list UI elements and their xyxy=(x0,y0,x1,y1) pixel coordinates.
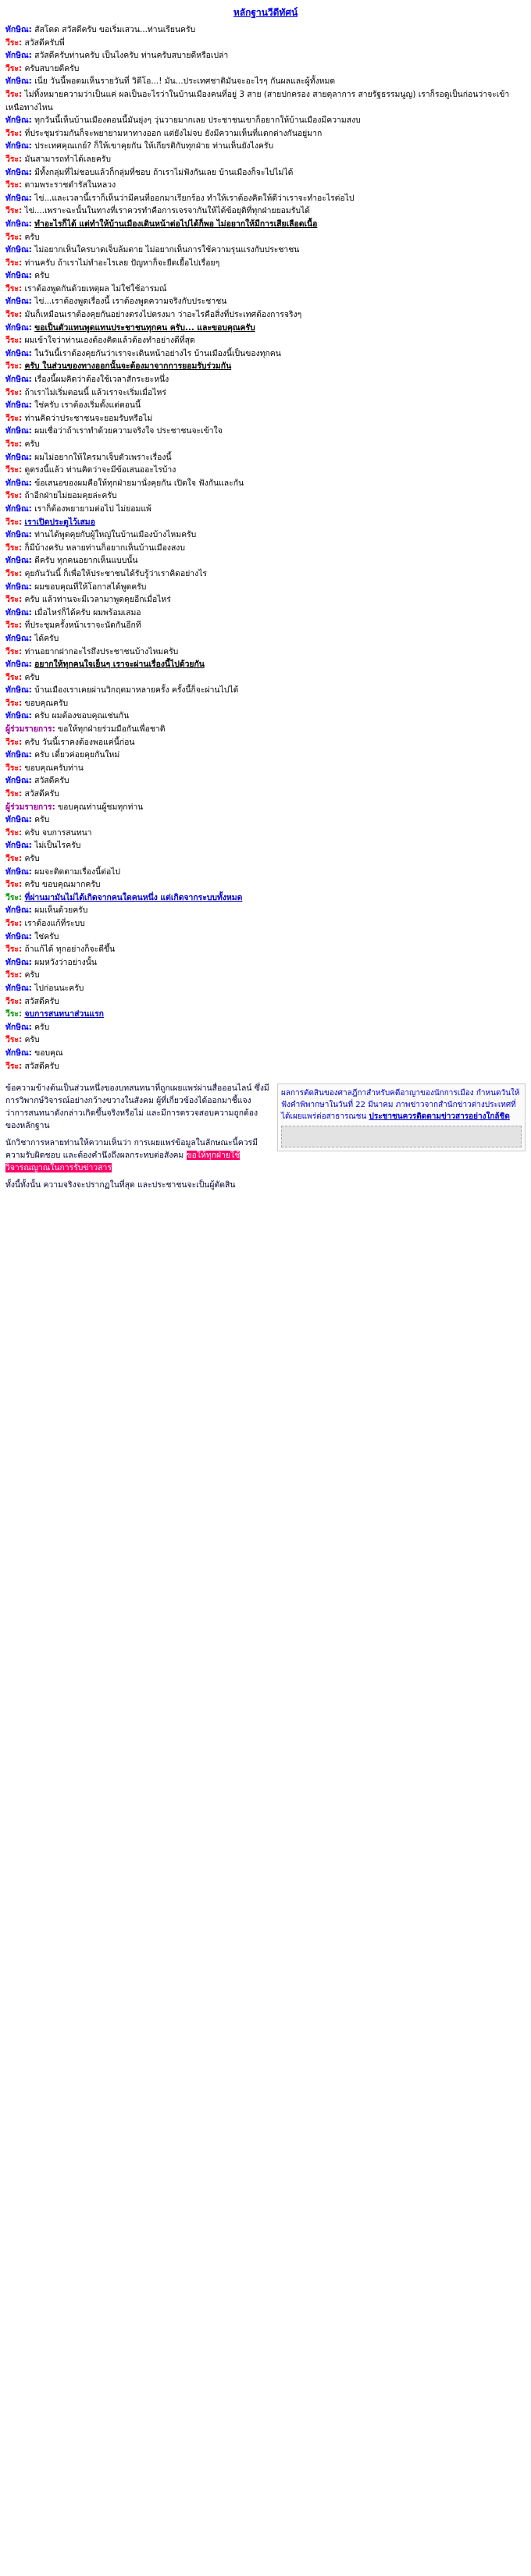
dialogue-line xyxy=(5,982,526,995)
line-text: ดูตรงนี้แล้ว ท่านคิดว่าจะมีข้อเสนออะไรบ้าง xyxy=(24,465,176,475)
dialogue-line xyxy=(5,762,526,775)
speaker-label: ทักษิณ: xyxy=(5,25,32,34)
line-text: ขอบคุณ xyxy=(34,1048,63,1058)
dialogue-line xyxy=(5,464,526,477)
dialogue-line xyxy=(5,477,526,490)
dialogue-line xyxy=(5,231,526,244)
dialogue-line xyxy=(5,1047,526,1060)
line-text: ใช่ครับ เราต้องเริ่มตั้งแต่ตอนนี้ xyxy=(34,400,141,411)
speaker-label: วีระ: xyxy=(5,517,23,527)
speaker-label: ทักษิณ: xyxy=(5,957,32,967)
speaker-label: ทักษิณ: xyxy=(5,219,32,229)
speaker-label: วีระ: xyxy=(5,1035,23,1045)
dialogue-line xyxy=(5,827,526,840)
speaker-label: ทักษิณ: xyxy=(5,607,32,617)
speaker-label: วีระ: xyxy=(5,737,23,747)
dialogue-line xyxy=(5,568,526,581)
dialogue-line xyxy=(5,451,526,464)
speaker-label: วีระ: xyxy=(5,336,23,346)
line-text: ครับ xyxy=(24,439,40,449)
dialogue-line xyxy=(5,723,526,736)
speaker-label: ทักษิณ: xyxy=(5,711,32,721)
dialogue-line xyxy=(5,75,526,88)
dialogue-line xyxy=(5,192,526,205)
speaker-label: ทักษิณ: xyxy=(5,633,32,643)
line-text: ก็มีบ้างครับ หลายท่านก็อยากเห็นบ้านเมืองสงบ xyxy=(24,543,185,553)
ad-box[interactable] xyxy=(277,1083,526,1151)
speaker-label: ทักษิณ: xyxy=(5,1022,32,1032)
speaker-label: วีระ: xyxy=(5,970,23,980)
line-text: สวัสดีครับพี่ xyxy=(24,37,65,48)
dialogue-line xyxy=(5,943,526,956)
speaker-label: วีระ: xyxy=(5,568,23,578)
speaker-label: ทักษิณ: xyxy=(5,116,32,126)
speaker-label: ทักษิณ: xyxy=(5,375,32,385)
line-text: สัสโดด สวัสดีครับ ขอเริ่มเสวน...ท่านเรียนครับ xyxy=(34,25,196,34)
line-text: คุยกันวันนี้ ก็เพื่อให้ประชาชนได้รับรู้ว่าเราคิดอย่างไร xyxy=(24,568,208,578)
line-text: ทำอะไรก็ได้ แต่ทำให้บ้านเมืองเดินหน้าต่อไปได้ก็พอ ไม่อยากให้มีการเสียเลือดเนื้อ xyxy=(34,219,318,229)
speaker-label: วีระ: xyxy=(5,180,23,190)
speaker-label: วีระ: xyxy=(5,206,23,216)
dialogue-line xyxy=(5,62,526,76)
line-text: ในวันนี้เราต้องคุยกันว่าเราจะเดินหน้าอย่างไร บ้านเมืองนี้เป็นของทุกคน xyxy=(34,348,281,358)
line-text: ครับ xyxy=(24,672,40,682)
dialogue-line xyxy=(5,1008,526,1021)
line-text: สวัสดีครับ xyxy=(24,1061,59,1071)
speaker-label: ทักษิณ: xyxy=(5,322,32,333)
dialogue-line xyxy=(5,788,526,801)
speaker-label: วีระ: xyxy=(5,763,23,773)
speaker-label: ทักษิณ: xyxy=(5,452,32,462)
line-text: ขอบคุณท่านผู้ชมทุกท่าน xyxy=(58,802,144,812)
line-text: ไม่ทิ้งหมายความว่าเป็นแค่ ผลเป็นอะไรว่าในบ้านเมืองคนที่อยู่ 3 สาย (สายปกครอง สายตุลาการ สายรัฐธรรมนูญ) เราก็รอดูเป็นก่อนว่าจะเข้าเหนือทางไหน xyxy=(5,89,510,112)
line-text: เรื่องนี้ผมคิดว่าต้องใช้เวลาสักระยะหนึ่ง xyxy=(34,375,169,385)
dialogue-line xyxy=(5,554,526,568)
dialogue-line xyxy=(5,969,526,982)
speaker-label: วีระ: xyxy=(5,413,23,423)
dialogue-line xyxy=(5,542,526,555)
dialogue-line xyxy=(5,801,526,814)
line-text: ถ้าแก้ได้ ทุกอย่างก็จะดีขึ้น xyxy=(24,945,116,955)
dialogue-line xyxy=(5,593,526,607)
line-text: ผมเห็นด้วยครับ xyxy=(34,906,88,916)
line-text: เราก็ต้องพยายามต่อไป ไม่ยอมแพ้ xyxy=(34,503,151,514)
speaker-label: วีระ: xyxy=(5,543,23,553)
line-text: ดีครับ ทุกคนอยากเห็นแบบนั้น xyxy=(34,556,138,566)
line-text: ครับ xyxy=(34,1022,50,1032)
dialogue-line xyxy=(5,607,526,620)
dialogue-line xyxy=(5,114,526,127)
dialogue-line xyxy=(5,322,526,335)
dialogue-line xyxy=(5,956,526,970)
speaker-label: วีระ: xyxy=(5,89,23,99)
line-text: ได้ครับ xyxy=(34,633,59,643)
dialogue-line xyxy=(5,866,526,879)
line-text: ท่านอยากฝากอะไรถึงประชาชนบ้างไหมครับ xyxy=(24,646,179,656)
line-text: ข้อเสนอของผมคือให้ทุกฝ่ายมานั่งคุยกัน เปิดใจ ฟังกันและกัน xyxy=(34,478,244,488)
dialogue-line xyxy=(5,140,526,153)
speaker-label: ทักษิณ: xyxy=(5,348,32,358)
line-text: ครับ xyxy=(24,1035,40,1045)
dialogue-line xyxy=(5,710,526,723)
speaker-label: วีระ: xyxy=(5,854,23,863)
line-text: ครับสบายดีครับ xyxy=(24,63,80,73)
speaker-label: ผู้ร่วมรายการ: xyxy=(5,724,55,735)
line-text: ใช่ครับ xyxy=(34,931,59,941)
speaker-label: วีระ: xyxy=(5,880,23,890)
line-text: ขอเป็นตัวแทนพูดแทนประชาชนทุกคน ครับ... และขอบคุณครับ xyxy=(34,322,255,333)
dialogue-line xyxy=(5,218,526,231)
dialogue-line xyxy=(5,257,526,270)
speaker-label: ทักษิณ: xyxy=(5,51,32,61)
speaker-label: วีระ: xyxy=(5,918,23,928)
line-text: ตามพระราชดำรัสในหลวง xyxy=(24,180,116,190)
speaker-label: ทักษิณ: xyxy=(5,141,32,151)
line-text: ท่านครับ ถ้าเราไม่ทำอะไรเลย ปัญหาก็จะยืดเยื้อไปเรื่อยๆ xyxy=(24,258,220,268)
line-text: ผมขอบคุณที่ให้โอกาสได้พูดครับ xyxy=(34,582,147,592)
line-text: ถ้าเราไม่เริ่มตอนนี้ แล้วเราจะเริ่มเมื่อไหร่ xyxy=(24,387,166,397)
line-text: ครับ xyxy=(24,970,40,980)
line-text: เนี่ย วันนี้พอดมเห็นรายวันที่ วิดีโอ...! มัน...ประเทศชาติมันจะอะไรๆ กันผลและผู้ทั้งหมด xyxy=(34,76,336,87)
dialogue-line xyxy=(5,878,526,891)
speaker-label: ทักษิณ: xyxy=(5,530,32,540)
line-text: ผมเชื่อว่าถ้าเราทำด้วยความจริงใจ ประชาชนจะเข้าใจ xyxy=(34,426,223,436)
dialogue-line xyxy=(5,1034,526,1047)
dialogue-line xyxy=(5,205,526,218)
dialogue-line xyxy=(5,373,526,386)
line-text: ผมเข้าใจว่าท่านเองต้องคิดแล้วต้องทำอย่างดีที่สุด xyxy=(24,336,195,346)
dialogue-line xyxy=(5,503,526,516)
dialogue-line xyxy=(5,917,526,930)
speaker-label: วีระ: xyxy=(5,996,23,1006)
line-text: ประเทศคุณเกย์? ก็ให้เขาคุยกัน ให้เกียรติกับทุกฝ่าย ท่านเห็นยังไงครับ xyxy=(34,141,274,151)
speaker-label: ทักษิณ: xyxy=(5,841,32,851)
line-text: ไม่อยากเห็นใครบาดเจ็บล้มตาย ไม่อยากเห็นการใช้ความรุนแรงกับประชาชน xyxy=(34,245,300,255)
speaker-label: ทักษิณ: xyxy=(5,983,32,993)
line-text: เราต้องแก้ที่ระบบ xyxy=(24,918,85,928)
dialogue-line xyxy=(5,1060,526,1073)
line-text: สวัสดีครับ xyxy=(24,996,59,1006)
dialogue-line xyxy=(5,166,526,180)
line-text: มีทั้งกลุ่มที่ไม่ชอบแล้วก็กลุ่มที่ชอบ ถ้าเราไม่ฟังกันเลย บ้านเมืองก็จะไปไม่ได้ xyxy=(34,167,294,177)
line-text: ผมไม่อยากให้ใครมาเจ็บตัวเพราะเรื่องนี้ xyxy=(34,452,172,462)
dialogue-line xyxy=(5,581,526,594)
speaker-label: วีระ: xyxy=(5,698,23,708)
speaker-label: วีระ: xyxy=(5,672,23,682)
dialogue-line xyxy=(5,995,526,1009)
line-text: ผมหวังว่าอย่างนั้น xyxy=(34,957,97,967)
speaker-label: ทักษิณ: xyxy=(5,906,32,916)
speaker-label: วีระ: xyxy=(5,283,23,294)
dialogue-line xyxy=(5,930,526,944)
speaker-label: วีระ: xyxy=(5,945,23,955)
line-text: ที่ประชุมร่วมกันก็จะพยายามหาทางออก แต่ยังไม่จบ ยังมีความเห็นที่แตกต่างกันอยู่มาก xyxy=(24,128,323,138)
speaker-label: ทักษิณ: xyxy=(5,478,32,488)
speaker-label: ทักษิณ: xyxy=(5,556,32,566)
speaker-label: ทักษิณ: xyxy=(5,582,32,592)
line-text: ท่านได้พูดคุยกับผู้ใหญ่ในบ้านเมืองบ้างไหมครับ xyxy=(34,530,197,540)
line-text: ท่านคิดว่าประชาชนจะยอมรับหรือไม่ xyxy=(24,413,153,423)
dialogue-line xyxy=(5,334,526,347)
speaker-label: วีระ: xyxy=(5,37,23,48)
ad-body: ผลการตัดสินของศาลฎีกาสำหรับคดีอาญาของนักการเมือง กำหนดวันให้ฟังคำพิพากษาในวันที่ 22 มีนาคม ภาพข่าวจากสำนักข่าวต่างประเทศที่ได้เผยแพร่ต่อสาธารณชน xyxy=(281,1089,520,1122)
dialogue-line xyxy=(5,697,526,710)
line-text: ครับ แล้วท่านจะมีเวลามาพูดคุยอีกเมื่อไหร่ xyxy=(24,595,171,605)
ad-image xyxy=(281,1126,522,1147)
speaker-label: วีระ: xyxy=(5,621,23,631)
speaker-label: ทักษิณ: xyxy=(5,193,32,203)
article-paragraph-1: ข้อความข้างต้นเป็นส่วนหนึ่งของบทสนทนาที่ถูกเผยแพร่ผ่านสื่อออนไลน์ ซึ่งมีการวิพากษ์วิจารณ์อย่างกว้างขวางในสังคม ผู้ที่เกี่ยวข้องได้ออกมาชี้แจงว่าการสนทนาดังกล่าวเกิดขึ้นจริงหรือไม่ และมีการตรวจสอบความถูกต้องของหลักฐาน xyxy=(5,1083,269,1131)
speaker-label: ทักษิณ: xyxy=(5,426,32,436)
line-text: ครับ xyxy=(34,815,50,825)
speaker-label: ทักษิณ: xyxy=(5,76,32,87)
speaker-label: วีระ: xyxy=(5,1061,23,1071)
line-text: ที่ประชุมครั้งหน้าเราจะนัดกันอีกที xyxy=(24,621,141,631)
line-text: ครับ xyxy=(24,854,40,863)
speaker-label: วีระ: xyxy=(5,154,23,164)
dialogue-line xyxy=(5,295,526,308)
line-text: มันสามารถทำได้เลยครับ xyxy=(24,154,111,164)
dialogue-line xyxy=(5,632,526,646)
dialogue-line xyxy=(5,904,526,917)
line-text: ครับ xyxy=(24,232,40,242)
speaker-label: ทักษิณ: xyxy=(5,400,32,411)
speaker-label: ทักษิณ: xyxy=(5,1048,32,1058)
speaker-label: ทักษิณ: xyxy=(5,750,32,760)
speaker-label: วีระ: xyxy=(5,827,23,838)
dialogue-line xyxy=(5,749,526,762)
page xyxy=(0,0,531,1204)
dialogue-line xyxy=(5,528,526,542)
dialogue-line xyxy=(5,619,526,632)
line-text: ครับ ขอบคุณมากครับ xyxy=(24,880,101,890)
dialogue-line xyxy=(5,813,526,827)
line-text: เมื่อไหร่ก็ได้ครับ ผมพร้อมเสมอ xyxy=(34,607,141,617)
dialogue-line xyxy=(5,516,526,529)
article-paragraph-3: ทั้งนี้ทั้งนั้น ความจริงจะปรากฏในที่สุด และประชาชนจะเป็นผู้ตัดสิน xyxy=(5,1180,236,1190)
dialogue-line xyxy=(5,37,526,50)
line-text: ครับ ผมต้องขอบคุณเช่นกัน xyxy=(34,711,130,721)
speaker-label: ทักษิณ: xyxy=(5,297,32,307)
speaker-label: วีระ: xyxy=(5,232,23,242)
dialogue-line xyxy=(5,23,526,37)
speaker-label: วีระ: xyxy=(5,439,23,449)
line-text: ถ้าอีกฝ่ายไม่ยอมคุยล่ะครับ xyxy=(24,491,117,501)
ad-text xyxy=(281,1087,522,1123)
dialogue-line xyxy=(5,489,526,503)
dialogue-line xyxy=(5,684,526,697)
line-text: จบการสนทนาส่วนแรก xyxy=(24,1009,104,1019)
speaker-label: ทักษิณ: xyxy=(5,245,32,255)
speaker-label: วีระ: xyxy=(5,310,23,320)
dialogue-line xyxy=(5,269,526,283)
speaker-label: วีระ: xyxy=(5,646,23,656)
dialogue-line xyxy=(5,646,526,659)
line-text: ครับ ในส่วนของทางออกนั้นจะต้องมาจากการยอมรับร่วมกัน xyxy=(24,361,232,372)
speaker-label: วีระ: xyxy=(5,387,23,397)
speaker-label: วีระ: xyxy=(5,491,23,501)
line-text: ครับ จบการสนทนา xyxy=(24,827,92,838)
dialogue-line xyxy=(5,412,526,425)
dialogue-line xyxy=(5,179,526,192)
dialogue-line xyxy=(5,839,526,852)
line-text: ไม่เป็นไรครับ xyxy=(34,841,81,851)
ad-strong: ประชาชนควรติดตามข่าวสารอย่างใกล้ชิด xyxy=(369,1112,510,1122)
speaker-label: วีระ: xyxy=(5,789,23,799)
dialogue-line xyxy=(5,774,526,788)
dialogue-line xyxy=(5,49,526,62)
speaker-label: ทักษิณ: xyxy=(5,167,32,177)
line-text: ขอบคุณครับท่าน xyxy=(24,763,84,773)
line-text: ครับ วันนี้เราคงต้องพอแค่นี้ก่อน xyxy=(24,737,135,747)
dialogue-line xyxy=(5,153,526,166)
dialogue-transcript xyxy=(5,23,526,1073)
dialogue-line xyxy=(5,671,526,685)
line-text: ไข่...และเวลานี้เราก็เห็นว่ามีคนที่ออกมาเรียกร้อง ทำให้เราต้องคิดให้ดีว่าเราจะทำอะไรต่อไป xyxy=(34,193,355,203)
dialogue-line xyxy=(5,736,526,749)
dialogue-line xyxy=(5,88,526,114)
dialogue-line xyxy=(5,425,526,438)
line-text: ขอบคุณครับ xyxy=(24,698,69,708)
speaker-label: วีระ: xyxy=(5,361,23,372)
speaker-label: ทักษิณ: xyxy=(5,931,32,941)
line-text: ครับ xyxy=(34,271,50,281)
speaker-label: วีระ: xyxy=(5,1009,23,1019)
line-text: ขอให้ทุกฝ่ายร่วมมือกันเพื่อชาติ xyxy=(58,724,166,735)
article-highlight: ขอให้ทุกฝ่ายใช้วิจารณญาณในการรับข่าวสาร xyxy=(5,1151,241,1173)
dialogue-line xyxy=(5,308,526,322)
dialogue-line xyxy=(5,127,526,141)
dialogue-line xyxy=(5,283,526,296)
speaker-label: วีระ: xyxy=(5,258,23,268)
dialogue-line xyxy=(5,1021,526,1034)
dialogue-line xyxy=(5,438,526,451)
line-text: ไข่....เพราะฉะนั้นในทางที่เราควรทำคือการเจรจากันให้ได้ข้อยุติที่ทุกฝ่ายยอมรับได้ xyxy=(24,206,310,216)
speaker-label: ทักษิณ: xyxy=(5,660,32,670)
line-text: สวัสดีครับ xyxy=(34,776,69,786)
dialogue-line xyxy=(5,399,526,412)
dialogue-line xyxy=(5,360,526,373)
line-text: อยากให้ทุกคนใจเย็นๆ เราจะผ่านเรื่องนี้ไปด้วยกัน xyxy=(34,660,205,670)
speaker-label: ทักษิณ: xyxy=(5,866,32,877)
line-text: สวัสดีครับ xyxy=(24,789,59,799)
speaker-label: ผู้ร่วมรายการ: xyxy=(5,802,55,812)
speaker-label: วีระ: xyxy=(5,465,23,475)
line-text: ไข่...เราต้องพูดเรื่องนี้ เราต้องพูดความจริงกับประชาชน xyxy=(34,297,227,307)
speaker-label: วีระ: xyxy=(5,892,23,902)
page-title xyxy=(5,4,526,20)
dialogue-line xyxy=(5,852,526,866)
dialogue-line xyxy=(5,347,526,361)
speaker-label: วีระ: xyxy=(5,63,23,73)
dialogue-line xyxy=(5,658,526,671)
speaker-label: ทักษิณ: xyxy=(5,685,32,696)
speaker-label: ทักษิณ: xyxy=(5,776,32,786)
speaker-label: ทักษิณ: xyxy=(5,271,32,281)
dialogue-line xyxy=(5,244,526,257)
title-link[interactable]: หลักฐานวีดีทัศน์ xyxy=(233,7,298,18)
dialogue-line xyxy=(5,891,526,905)
line-text: ไปก่อนนะครับ xyxy=(34,983,84,993)
speaker-label: ทักษิณ: xyxy=(5,503,32,514)
line-text: ที่ผ่านมามันไม่ได้เกิดจากคนใดคนหนึ่ง แต่เกิดจากระบบทั้งหมด xyxy=(24,892,243,902)
line-text: ทุกวันนี้เห็นบ้านเมืองตอนนี้มันยุ่งๆ วุ่นวายมากเลย ประชาชนเขาก็อยากให้บ้านเมืองมีความสงบ xyxy=(34,116,361,126)
line-text: เราต้องพูดกันด้วยเหตุผล ไม่ใช่ใช้อารมณ์ xyxy=(24,283,167,294)
line-text: เราเปิดประตูไว้เสมอ xyxy=(24,517,95,527)
article-paragraph-2-text: นักวิชาการหลายท่านให้ความเห็นว่า การเผยแพร่ข้อมูลในลักษณะนี้ควรมีความรับผิดชอบ และต้องคำนึงถึงผลกระทบต่อสังคม xyxy=(5,1138,258,1161)
line-text: บ้านเมืองเราเคยผ่านวิกฤตมาหลายครั้ง ครั้งนี้ก็จะผ่านไปได้ xyxy=(34,685,239,696)
dialogue-line xyxy=(5,386,526,400)
line-text: ครับ เดี๋ยวค่อยคุยกันใหม่ xyxy=(34,750,120,760)
speaker-label: ทักษิณ: xyxy=(5,815,32,825)
line-text: มันก็เหมือนเราต้องคุยกันอย่างตรงไปตรงมา ว่าอะไรคือสิ่งที่ประเทศต้องการจริงๆ xyxy=(24,310,302,320)
line-text: ผมจะติดตามเรื่องนี้ต่อไป xyxy=(34,866,121,877)
speaker-label: วีระ: xyxy=(5,595,23,605)
line-text: สวัสดีครับท่านครับ เป็นไงครับ ท่านครับสบายดีหรือเปล่า xyxy=(34,51,229,61)
speaker-label: วีระ: xyxy=(5,128,23,138)
